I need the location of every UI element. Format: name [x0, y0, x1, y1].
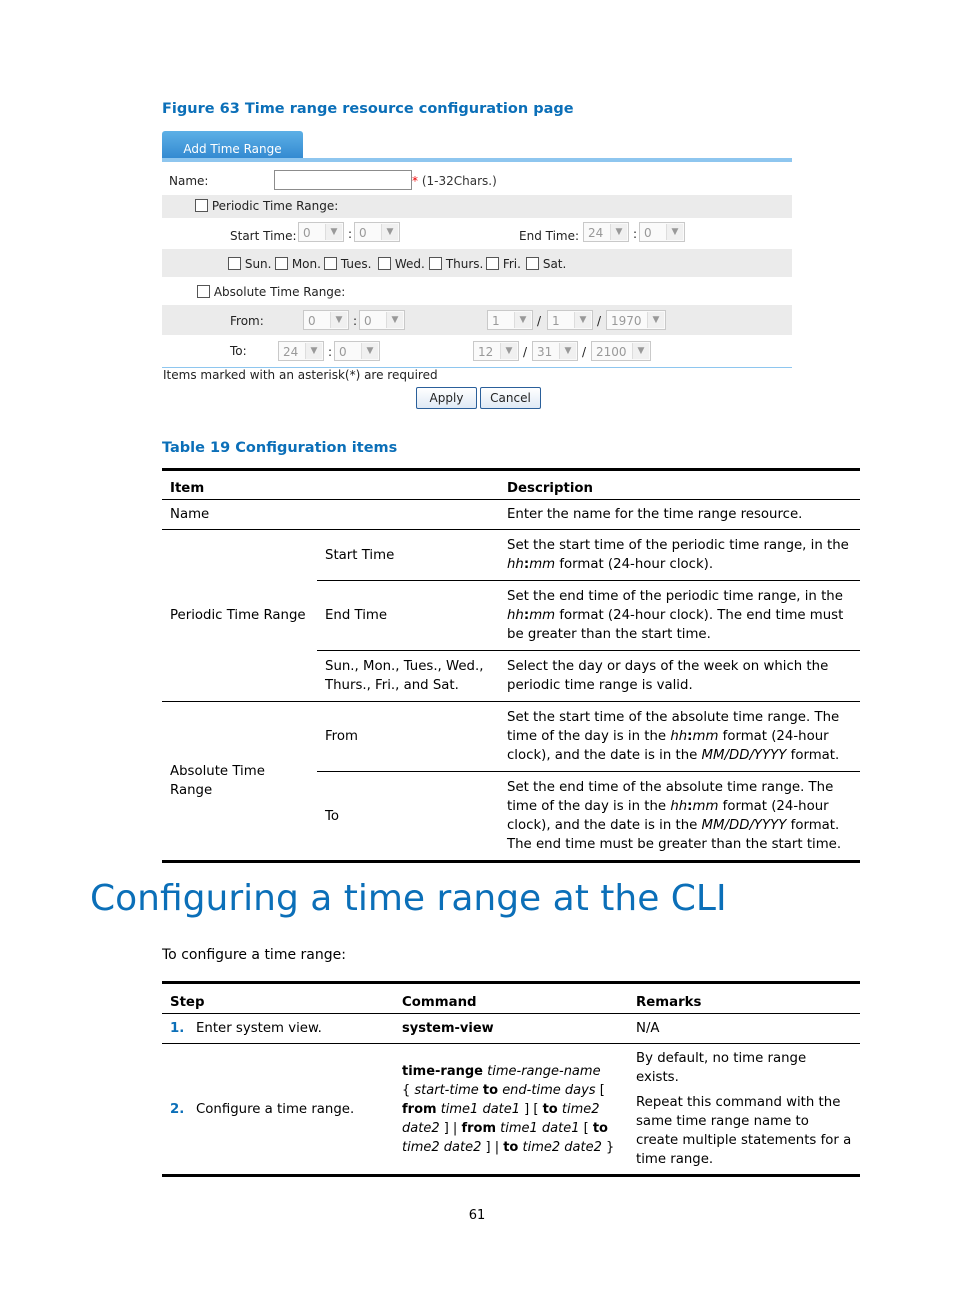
- day-checkbox[interactable]: [228, 257, 241, 270]
- table-caption: Table 19 Configuration items: [162, 440, 398, 456]
- absolute-row: [162, 277, 792, 305]
- to-row: [162, 335, 792, 368]
- from-label: From:: [230, 314, 264, 328]
- remarks-cell: N/A: [628, 1014, 860, 1044]
- subitem-cell: Start Time: [317, 530, 499, 581]
- start-minute-select[interactable]: 0 ▼: [354, 222, 400, 242]
- cancel-button[interactable]: Cancel: [480, 387, 541, 409]
- chevron-down-icon: ▼: [381, 224, 398, 240]
- description-cell: Set the start time of the absolute time range. The time of the day is in the hh:mm format (24-hour clock), and the date is in the MM/DD/YYYY format.: [499, 702, 860, 772]
- to-label: To:: [230, 344, 247, 358]
- subitem-cell: End Time: [317, 581, 499, 651]
- periodic-label: Periodic Time Range:: [211, 199, 339, 213]
- periodic-time-row: [162, 218, 792, 249]
- from-hour-select[interactable]: 0 ▼: [303, 310, 349, 330]
- table-row: [162, 1044, 860, 1176]
- slash-separator: /: [597, 314, 602, 328]
- chevron-down-icon: ▼: [574, 312, 591, 328]
- subitem-cell: To: [317, 772, 499, 862]
- remarks-cell: By default, no time range exists. Repeat this command with the same time range name to create multiple statements for a time range.: [628, 1044, 860, 1176]
- chevron-down-icon: ▼: [666, 224, 683, 240]
- day-checkbox[interactable]: [378, 257, 391, 270]
- command-cell: system-view: [394, 1014, 628, 1044]
- column-header-item: Item: [162, 470, 499, 500]
- command-cell: time-range time-range-name { start-time to end-time days [ from time1 date1 ] [ to time2 date2 ] | from time1 date1 [ to time2 date2 ] | to time2 date2 }: [394, 1044, 628, 1176]
- step-cell: 2. Configure a time range.: [162, 1044, 394, 1176]
- steps-table: [162, 981, 860, 1177]
- absolute-checkbox-wrap: [197, 285, 345, 299]
- section-heading: Configuring a time range at the CLI: [90, 878, 727, 919]
- column-header-description: Description: [499, 470, 860, 500]
- day-sat: Sat.: [526, 257, 566, 271]
- day-mon: Mon.: [275, 257, 321, 271]
- day-tues: Tues.: [324, 257, 371, 271]
- to-year-select[interactable]: 2100 ▼: [591, 341, 651, 361]
- end-minute-select[interactable]: 0 ▼: [639, 222, 685, 242]
- column-header-step: Step: [162, 983, 394, 1014]
- configuration-items-table: [162, 468, 860, 863]
- subitem-cell: From: [317, 702, 499, 772]
- slash-separator: /: [537, 314, 542, 328]
- slash-separator: /: [523, 345, 528, 359]
- to-hour-select[interactable]: 24 ▼: [278, 341, 324, 361]
- figure-caption: Figure 63 Time range resource configuration page: [162, 101, 574, 117]
- table-row: [162, 500, 860, 530]
- chevron-down-icon: ▼: [305, 343, 322, 359]
- page-number: 61: [468, 1208, 486, 1223]
- day-wed: Wed.: [378, 257, 425, 271]
- apply-button[interactable]: Apply: [416, 387, 477, 409]
- chevron-down-icon: ▼: [330, 312, 347, 328]
- table-row: [162, 530, 860, 581]
- chevron-down-icon: ▼: [500, 343, 517, 359]
- chevron-down-icon: ▼: [514, 312, 531, 328]
- name-label: Name:: [169, 174, 209, 188]
- from-row: [162, 305, 792, 335]
- day-checkbox[interactable]: [275, 257, 288, 270]
- item-cell: Absolute Time Range: [162, 702, 317, 862]
- end-hour-select[interactable]: 24 ▼: [583, 222, 629, 242]
- day-checkbox[interactable]: [526, 257, 539, 270]
- column-header-command: Command: [394, 983, 628, 1014]
- days-row: [162, 249, 792, 277]
- slash-separator: /: [582, 345, 587, 359]
- table-header-row: [162, 983, 860, 1014]
- periodic-checkbox[interactable]: [195, 199, 208, 212]
- colon-separator: :: [633, 227, 638, 241]
- absolute-checkbox[interactable]: [197, 285, 210, 298]
- chevron-down-icon: ▼: [647, 312, 664, 328]
- start-time-label: Start Time:: [230, 229, 297, 243]
- table-header-row: [162, 470, 860, 500]
- section-intro: To configure a time range:: [162, 947, 346, 963]
- tab-underline: [162, 158, 792, 162]
- name-row: [162, 167, 792, 195]
- time-range-config-figure: [162, 130, 792, 405]
- chevron-down-icon: ▼: [559, 343, 576, 359]
- tab-add-time-range[interactable]: Add Time Range: [162, 131, 303, 161]
- description-cell: Select the day or days of the week on which the periodic time range is valid.: [499, 651, 860, 702]
- day-thurs: Thurs.: [429, 257, 483, 271]
- table-row: [162, 702, 860, 772]
- colon-separator: :: [348, 227, 353, 241]
- description-cell: Set the start time of the periodic time range, in the hh:mm format (24-hour clock).: [499, 530, 860, 581]
- colon-separator: :: [328, 345, 333, 359]
- step-cell: 1. Enter system view.: [162, 1014, 394, 1044]
- to-month-select[interactable]: 12 ▼: [473, 341, 519, 361]
- day-checkbox[interactable]: [486, 257, 499, 270]
- name-input[interactable]: [274, 170, 412, 190]
- day-fri: Fri.: [486, 257, 521, 271]
- colon-separator: :: [353, 314, 358, 328]
- chevron-down-icon: ▼: [610, 224, 627, 240]
- end-time-label: End Time:: [519, 229, 580, 243]
- absolute-label: Absolute Time Range:: [213, 285, 346, 299]
- name-hint: * (1-32Chars.): [412, 174, 497, 188]
- required-note: Items marked with an asterisk(*) are required: [163, 368, 438, 382]
- chevron-down-icon: ▼: [632, 343, 649, 359]
- chevron-down-icon: ▼: [386, 312, 403, 328]
- to-minute-select[interactable]: 0 ▼: [334, 341, 380, 361]
- table-row: [162, 1014, 860, 1044]
- tab-bar: [162, 130, 792, 161]
- subitem-cell: Sun., Mon., Tues., Wed., Thurs., Fri., and Sat.: [317, 651, 499, 702]
- day-checkbox[interactable]: [429, 257, 442, 270]
- from-month-select[interactable]: 1 ▼: [487, 310, 533, 330]
- description-cell: Set the end time of the absolute time range. The time of the day is in the hh:mm format (24-hour clock), and the date is in the MM/DD/YYYY format. The end time must be greater than the start time.: [499, 772, 860, 862]
- start-hour-select[interactable]: 0 ▼: [298, 222, 344, 242]
- from-year-select[interactable]: 1970 ▼: [606, 310, 666, 330]
- periodic-checkbox-wrap: [195, 199, 338, 213]
- day-sun: Sun.: [228, 257, 271, 271]
- periodic-row: [162, 195, 792, 218]
- item-cell: Periodic Time Range: [162, 530, 317, 702]
- chevron-down-icon: ▼: [325, 224, 342, 240]
- description-cell: Set the end time of the periodic time range, in the hh:mm format (24-hour clock). The end time must be greater than the start time.: [499, 581, 860, 651]
- description-cell: Enter the name for the time range resource.: [499, 500, 860, 530]
- from-minute-select[interactable]: 0 ▼: [359, 310, 405, 330]
- from-day-select[interactable]: 1 ▼: [547, 310, 593, 330]
- column-header-remarks: Remarks: [628, 983, 860, 1014]
- day-checkbox[interactable]: [324, 257, 337, 270]
- to-day-select[interactable]: 31 ▼: [532, 341, 578, 361]
- item-cell: Name: [162, 500, 499, 530]
- chevron-down-icon: ▼: [361, 343, 378, 359]
